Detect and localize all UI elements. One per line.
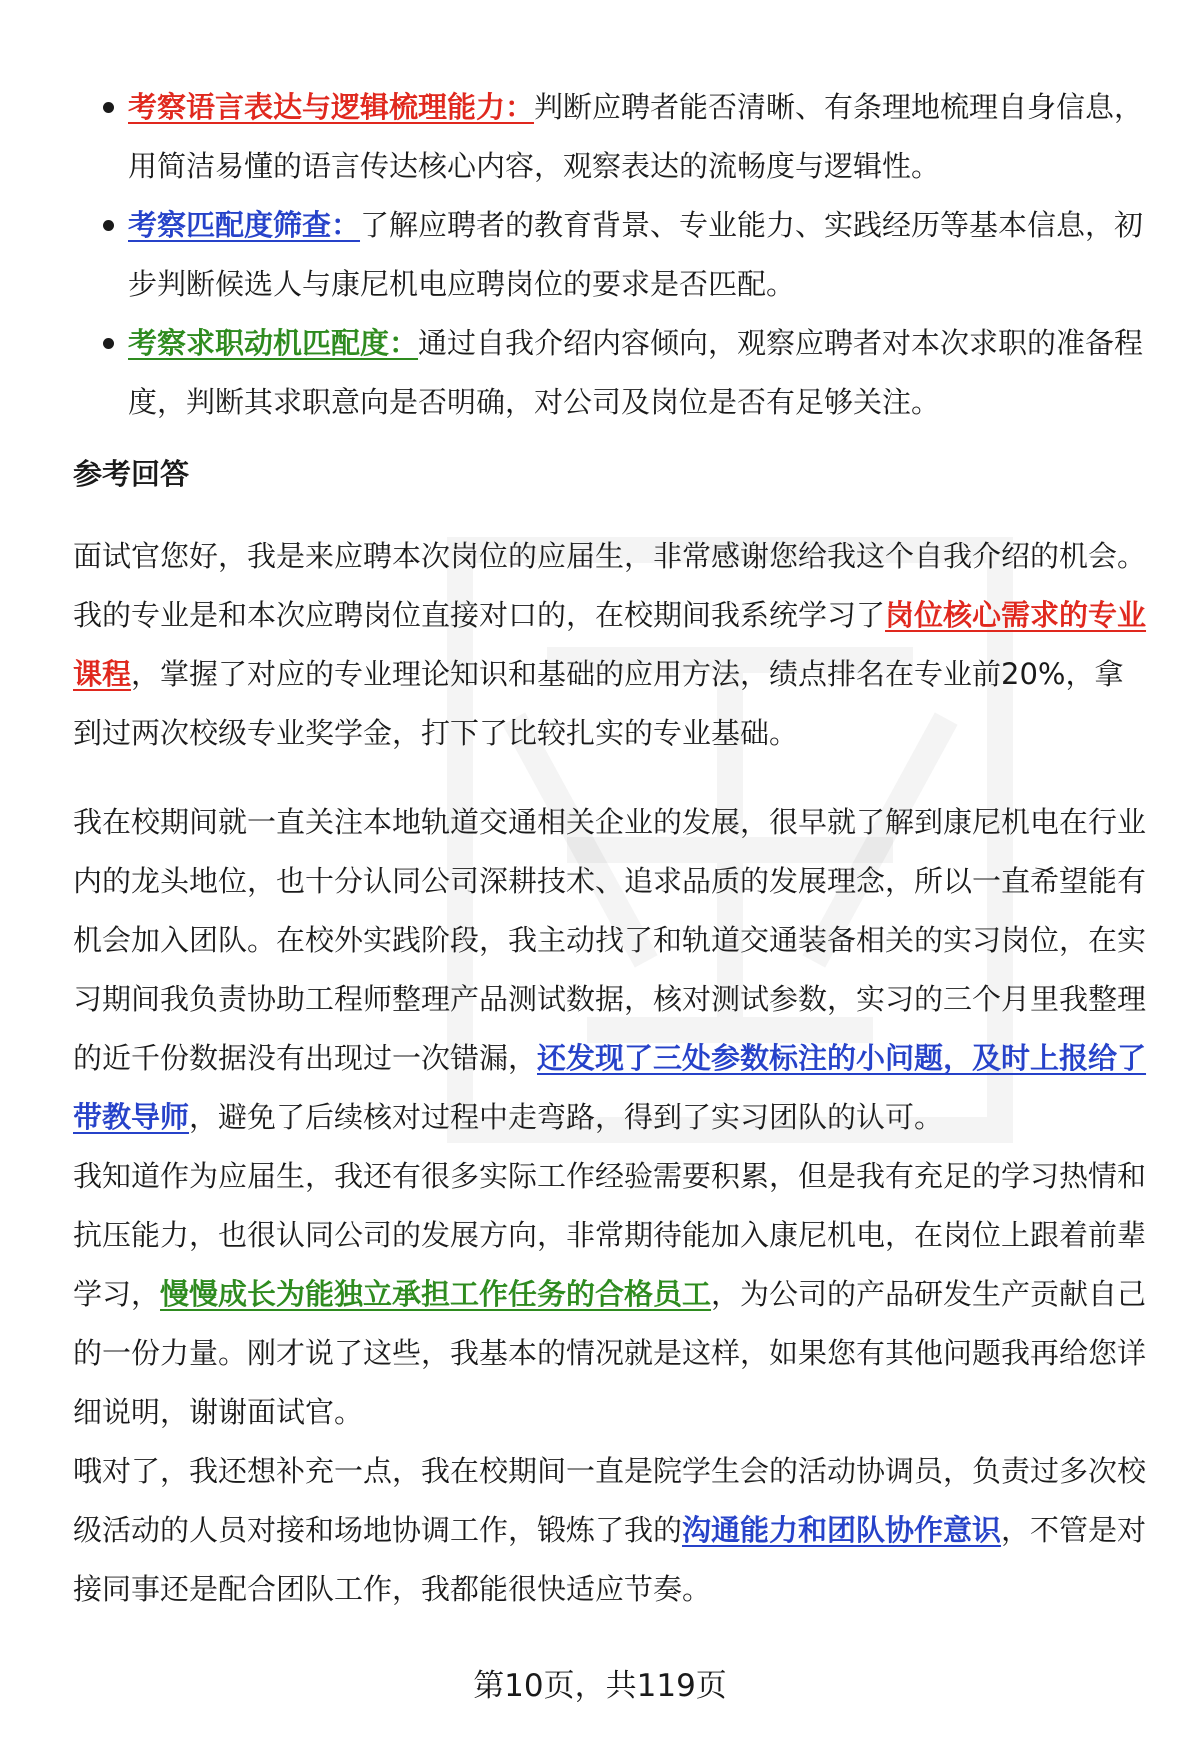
bullet-label: 考察语言表达与逻辑梳理能力：	[128, 90, 535, 124]
bullet-label: 考察求职动机匹配度：	[128, 326, 419, 360]
evaluation-points-list	[73, 78, 1148, 432]
para-text: ，为公司的产品研发生产贡献自己的一份力量。刚才说了这些，我基本的情况就是这样，如果您有其他问题我再给您详细说明，谢谢面试官。	[73, 1277, 1147, 1429]
para-highlight: 还发现了三处参数标注的小问题，及时上报给了带教导师	[73, 1041, 1147, 1134]
para-text: 哦对了，我还想补充一点，我在校期间一直是院学生会的活动协调员，负责过多次校级活动的人员对接和场地协调工作，锻炼了我的	[73, 1454, 1147, 1547]
answer-paragraph-2	[73, 793, 1148, 1147]
answer-paragraph-4	[73, 1442, 1148, 1619]
bullet-dot-icon	[103, 102, 114, 113]
para-highlight: 沟通能力和团队协作意识	[682, 1513, 1002, 1547]
section-title: 参考回答	[73, 457, 190, 491]
main-content	[73, 78, 1148, 1619]
list-item	[73, 196, 1148, 314]
bullet-text: 判断应聘者能否清晰、有条理地梳理自身信息，用简洁易懂的语言传达核心内容，观察表达的流畅度与逻辑性。	[128, 90, 1144, 183]
para-text: 我知道作为应届生，我还有很多实际工作经验需要积累，但是我有充足的学习热情和抗压能力，也很认同公司的发展方向，非常期待能加入康尼机电，在岗位上跟着前辈学习，	[73, 1159, 1147, 1311]
answer-paragraph-1	[73, 527, 1148, 763]
para-text: ，掌握了对应的专业理论知识和基础的应用方法，绩点排名在专业前20%，拿到过两次校级专业奖学金，打下了比较扎实的专业基础。	[73, 657, 1124, 750]
bullet-text: 通过自我介绍内容倾向，观察应聘者对本次求职的准备程度，判断其求职意向是否明确，对公司及岗位是否有足够关注。	[128, 326, 1144, 419]
page-number: 第10页，共119页	[473, 1668, 727, 1704]
bullet-label: 考察匹配度筛查：	[128, 208, 361, 242]
para-highlight: 慢慢成长为能独立承担工作任务的合格员工	[160, 1277, 712, 1311]
para-text: ，不管是对接同事还是配合团队工作，我都能很快适应节奏。	[73, 1513, 1147, 1606]
bullet-dot-icon	[103, 220, 114, 231]
list-item	[73, 314, 1148, 432]
para-text: 面试官您好，我是来应聘本次岗位的应届生，非常感谢您给我这个自我介绍的机会。我的专业是和本次应聘岗位直接对口的，在校期间我系统学习了	[73, 539, 1147, 632]
answer-paragraph-3	[73, 1147, 1148, 1442]
para-text: 我在校期间就一直关注本地轨道交通相关企业的发展，很早就了解到康尼机电在行业内的龙头地位，也十分认同公司深耕技术、追求品质的发展理念，所以一直希望能有机会加入团队。在校外实践阶段，我主动找了和轨道交通装备相关的实习岗位，在实习期间我负责协助工程师整理产品测试数据，核对测试参数，实习的三个月里我整理的近千份数据没有出现过一次错漏，	[73, 805, 1147, 1075]
list-item	[73, 78, 1148, 196]
bullet-text: 了解应聘者的教育背景、专业能力、实践经历等基本信息，初步判断候选人与康尼机电应聘岗位的要求是否匹配。	[128, 208, 1144, 301]
para-highlight: 岗位核心需求的专业课程	[73, 598, 1147, 691]
para-text: ，避免了后续核对过程中走弯路，得到了实习团队的认可。	[189, 1100, 944, 1134]
bullet-dot-icon	[103, 338, 114, 349]
